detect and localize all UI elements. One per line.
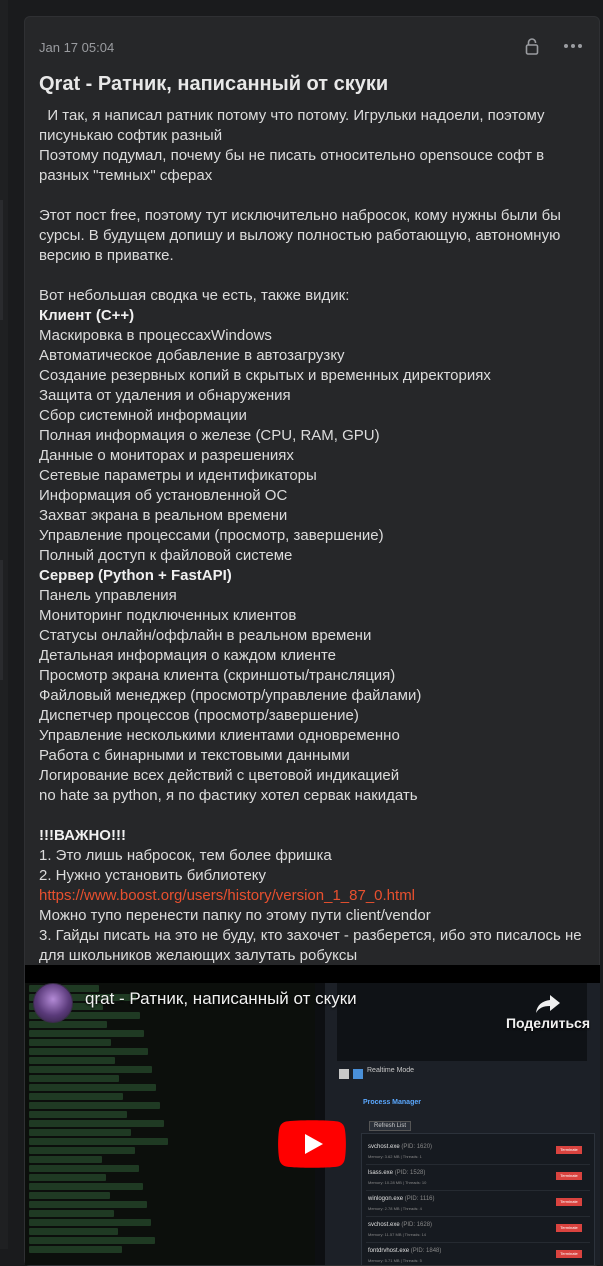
terminal-line [29,1093,123,1100]
process-pid: (PID: 1620) [401,1144,433,1150]
post-line: Управление несколькими клиентами одновременно [39,727,400,744]
process-manager-title: Process Manager [363,1099,421,1106]
post-line: Маскировка в процессахWindows [39,327,272,344]
video-title[interactable]: qrat - Ратник, написанный от скуки [85,989,357,1008]
process-meta: Memory: 5.71 MB | Threads: 5 [368,1258,422,1263]
post-line: Вот небольшая сводка че есть, также видик: [39,287,350,304]
post-line: писунькаю софтик разный [39,127,223,144]
checkbox-icon [339,1069,349,1079]
terminal-line [29,1228,118,1235]
post-line [39,266,589,286]
terminal-line [29,1210,114,1217]
post-line: Захват экрана в реальном времени [39,507,288,524]
post-line: Данные о мониторах и разрешениях [39,447,294,464]
terminal-line [29,1138,168,1145]
post-line: версию в приватке. [39,247,174,264]
post-line [39,806,589,826]
checkbox-checked-icon [353,1069,363,1079]
post-line: Работа с бинарными и текстовыми данными [39,747,350,764]
terminal-line [29,1066,152,1073]
post-line: Защита от удаления и обнаружения [39,387,291,404]
post-line: Логирование всех действий с цветовой индикацией [39,767,400,784]
post-line: Диспетчер процессов (просмотр/завершение) [39,707,359,724]
rail-segment [0,200,3,320]
process-exe: fontdrvhost.exe [368,1248,410,1254]
terminate-button: Terminate [556,1250,582,1258]
terminal-line [29,1102,160,1109]
terminal-line [29,1174,106,1181]
rail-segment [0,560,3,680]
terminal-line [29,1165,139,1172]
post-line: 2. Нужно установить библиотеку [39,867,267,884]
post-heading: Клиент (C++) [39,307,135,324]
post-line: Управление процессами (просмотр, завершение) [39,527,384,544]
post-line: И так, я написал ратник потому что потому. Игрульки надоели, поэтому [39,107,545,124]
post-line: 3. Гайды писать на это не буду, кто захочет - разберется, ибо это писалось не [39,927,582,944]
process-row [366,1168,590,1191]
post-line: Просмотр экрана клиента (скриншоты/трансляция) [39,667,396,684]
post-link[interactable]: https://www.boost.org/users/history/version_1_87_0.html [39,887,416,904]
terminal-line [29,1075,119,1082]
more-icon[interactable] [563,39,583,53]
post-line: для школьников желающих залутать робуксы [39,947,358,964]
post-line: разных "темных" сферах [39,167,213,184]
post-line: Полный доступ к файловой системе [39,547,293,564]
process-row [366,1220,590,1243]
checkbox-label: Realtime Mode [367,1067,415,1074]
terminate-button: Terminate [556,1146,582,1154]
terminal-line [29,1201,147,1208]
post-line: Полная информация о железе (CPU, RAM, GPU) [39,427,380,444]
process-exe: winlogon.exe [368,1196,404,1202]
process-exe: svchost.exe [368,1144,400,1150]
post-line: Панель управления [39,587,177,604]
share-icon [534,993,562,1015]
play-icon[interactable] [278,1120,346,1168]
post-header [39,39,585,59]
terminal-line [29,1048,148,1055]
process-exe: svchost.exe [368,1222,400,1228]
terminate-button: Terminate [556,1224,582,1232]
post-line: Информация об установленной ОС [39,487,288,504]
process-meta: Memory: 2.78 MB | Threads: 4 [368,1206,422,1211]
post-date: Jan 17 05:04 [39,40,115,55]
post-heading: !!!ВАЖНО!!! [39,827,126,844]
process-exe: lsass.exe [368,1170,394,1176]
terminal-line [29,1246,122,1253]
process-name [368,1170,425,1176]
terminal-line [29,1084,156,1091]
post-heading: Сервер (Python + FastAPI) [39,567,232,584]
process-pid: (PID: 1628) [401,1222,433,1228]
process-pid: (PID: 1528) [394,1170,426,1176]
share-label: Поделиться [505,1015,591,1031]
post-title: Qrat - Ратник, написанный от скуки [39,73,389,95]
terminal-line [29,1183,143,1190]
post-line: Мониторинг подключенных клиентов [39,607,297,624]
terminal-line [29,1039,111,1046]
video-top-bar [25,965,600,983]
post-line: сурсы. В будущем допишу и выложу полностью работающую, автономную [39,227,561,244]
post-line: Файловый менеджер (просмотр/управление файлами) [39,687,422,704]
post-card [24,16,600,1266]
terminal-line [29,1192,110,1199]
terminal-line [29,1156,102,1163]
terminal-line [29,1129,131,1136]
terminate-button: Terminate [556,1198,582,1206]
post-line: Поэтому подумал, почему бы не писать относительно opensouce софт в [39,147,545,164]
post-line: no hate за python, я по фастику хотел сервак накидать [39,787,418,804]
lock-icon[interactable] [525,37,539,55]
terminal-line [29,1237,155,1244]
left-rail [0,0,8,1249]
terminate-button: Terminate [556,1172,582,1180]
video-embed[interactable] [25,965,600,1265]
terminal-line [29,1120,164,1127]
post-line: Создание резервных копий в скрытых и временных директориях [39,367,491,384]
process-list [361,1133,595,1265]
video-terminal-panel [25,983,315,1265]
post-line: Сетевые параметры и идентификаторы [39,467,317,484]
terminal-line [29,1021,107,1028]
terminal-line [29,1057,115,1064]
share-button[interactable] [493,993,600,1043]
post-line: 1. Это лишь набросок, тем более фришка [39,847,332,864]
avatar[interactable] [33,983,73,1023]
process-pid: (PID: 1116) [404,1196,435,1202]
process-name [368,1144,432,1150]
post-line [39,186,589,206]
process-name [368,1196,435,1202]
process-row [366,1194,590,1217]
process-name [368,1222,432,1228]
post-body [39,106,589,966]
process-meta: Memory: 10.28 MB | Threads: 10 [368,1180,427,1185]
refresh-list-button: Refresh List [369,1121,411,1131]
terminal-line [29,1147,135,1154]
terminal-line [29,1111,127,1118]
post-line: Этот пост free, поэтому тут исключительно набросок, кому нужны были бы [39,207,561,224]
post-line: Сбор системной информации [39,407,247,424]
post-line: Детальная информация о каждом клиенте [39,647,337,664]
terminal-line [29,1219,151,1226]
post-line: Можно тупо перенести папку по этому пути client/vendor [39,907,431,924]
post-line: Автоматическое добавление в автозагрузку [39,347,345,364]
process-meta: Memory: 11.57 MB | Threads: 14 [368,1232,427,1237]
process-meta: Memory: 3.62 MB | Threads: 1 [368,1154,422,1159]
terminal-line [29,1030,144,1037]
process-row [366,1142,590,1165]
process-pid: (PID: 1848) [410,1248,442,1254]
post-line: Статусы онлайн/оффлайн в реальном времени [39,627,372,644]
